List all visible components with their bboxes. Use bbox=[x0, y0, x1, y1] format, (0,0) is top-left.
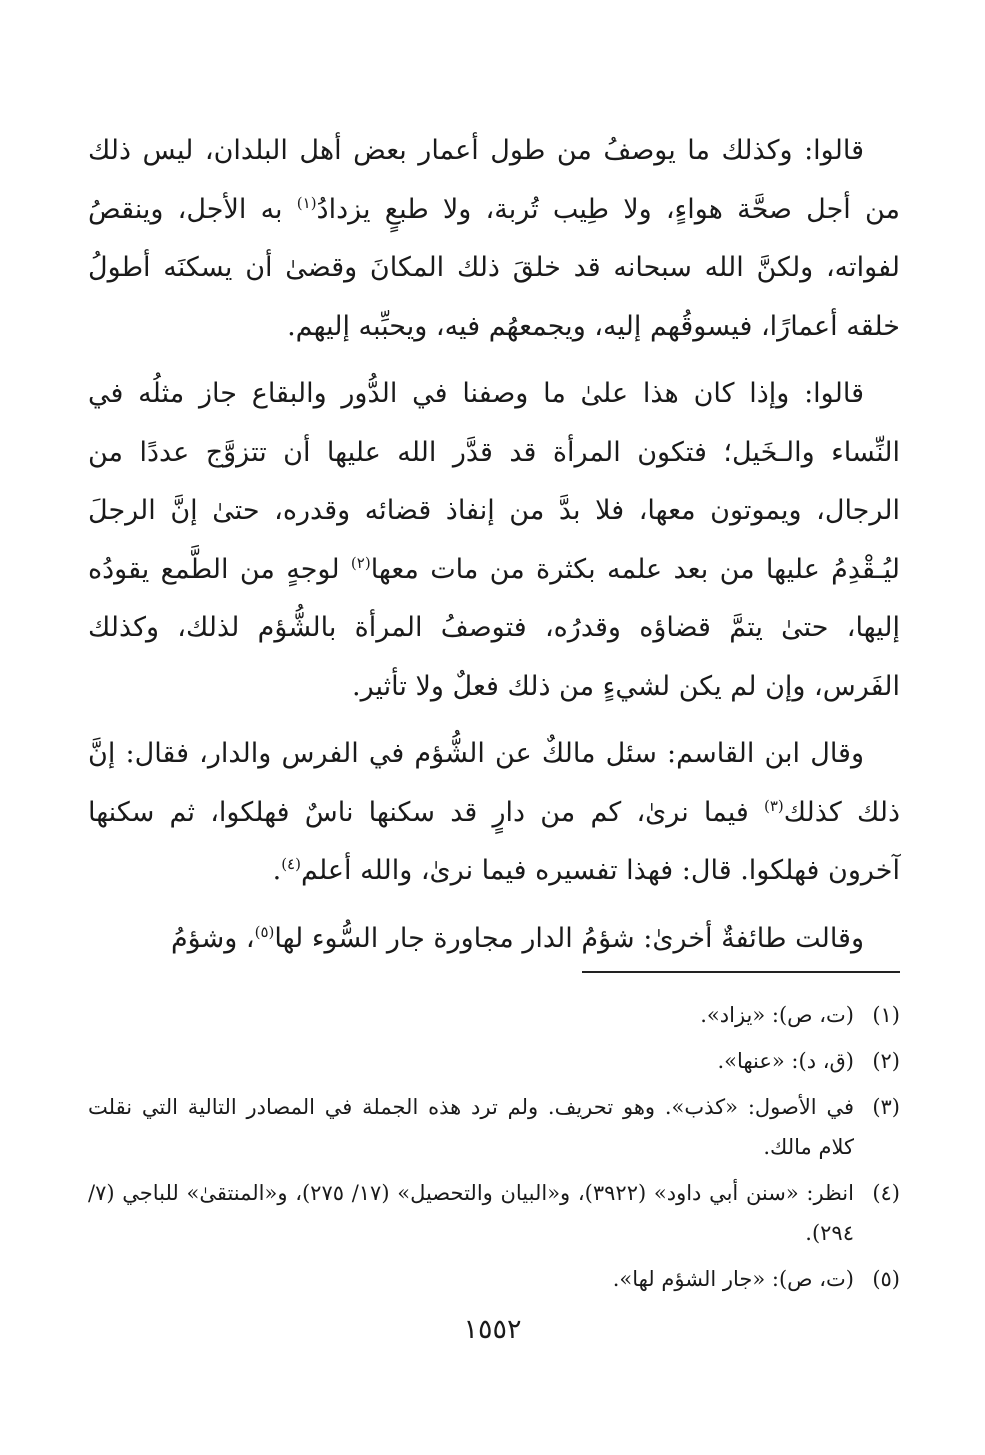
main-text bbox=[88, 122, 900, 977]
footnote-marker-3[interactable]: (٣) bbox=[764, 796, 784, 815]
footnote-text: (ق، د): «عنها». bbox=[717, 1049, 854, 1073]
footnote-text: في الأصول: «كذب». وهو تحريف. ولم ترد هذه الجملة في المصادر التالية التي نقلت كلام مالك. bbox=[88, 1095, 854, 1159]
footnote-marker-1[interactable]: (١) bbox=[296, 193, 317, 212]
paragraph-4 bbox=[88, 910, 900, 969]
footnote-number: (١) bbox=[872, 1003, 900, 1027]
footnote-text: (ت، ص): «يزاد». bbox=[700, 1003, 854, 1027]
footnote-divider bbox=[582, 971, 900, 973]
footnote-number: (٢) bbox=[872, 1049, 900, 1073]
page-number: ١٥٥٢ bbox=[463, 1314, 522, 1345]
paragraph-1-text: قالوا: وكذلك ما يوصفُ من طول أعمار بعض أهل البلدان، ليس ذلك من أجل صحَّة هواءٍ، ولا طِيب تُربة، ولا طبعٍ يزدادُ bbox=[88, 135, 900, 225]
paragraph-2 bbox=[88, 365, 900, 716]
paragraph-2-text: قالوا: وإذا كان هذا علىٰ ما وصفنا في الدُّور والبقاع جاز مثلُه في النِّساء والـخَيل؛ فتكون المرأة قد قدَّر الله عليها أن تتزوَّج عددًا من الرجال، ويموتون معها، فلا بدَّ من إنفاذ قضائه وقدره، حتىٰ إنَّ الرجلَ ليُـقْدِمُ عليها من بعد علمه بكثرة من مات معها bbox=[88, 378, 900, 585]
footnote-5 bbox=[88, 1259, 900, 1299]
paragraph-2-continued: لوجهٍ من الطَّمع يقودُه إليها، حتىٰ يتمَّ قضاؤه وقدرُه، فتوصفُ المرأة بالشُّؤم لذلك، وكذلك الفَرس، وإن لم يكن لشيءٍ من ذلك فعلٌ ولا تأثير. bbox=[88, 553, 900, 702]
paragraph-1 bbox=[88, 122, 900, 356]
footnote-marker-4[interactable]: (٤) bbox=[281, 855, 301, 873]
paragraph-3-text: وقال ابن القاسم: سئل مالكٌ عن الشُّؤم في الفرس والدار، فقال: إنَّ ذلك كذلك bbox=[88, 738, 900, 828]
footnotes bbox=[88, 995, 900, 1305]
paragraph-1-continued: به الأجل، وينقصُ لفواته، ولكنَّ الله سبحانه قد خلقَ ذلك المكانَ وقضىٰ أن يسكنَه أطولُ خلقه أعمارًا، فيسوقُهم إليه، ويجمعهُم فيه، ويحبِّبه إليهم. bbox=[88, 193, 900, 342]
footnote-text: انظر: «سنن أبي داود» (٣٩٢٢)، و«البيان والتحصيل» (١٧/ ٢٧٥)، و«المنتقىٰ» للباجي (٧/ ٢٩٤). bbox=[88, 1181, 854, 1245]
footnote-3 bbox=[88, 1087, 900, 1167]
footnote-text: (ت، ص): «جار الشؤم لها». bbox=[612, 1267, 854, 1291]
footnote-marker-5[interactable]: (٥) bbox=[254, 922, 275, 941]
footnote-marker-2[interactable]: (٢) bbox=[350, 553, 371, 572]
paragraph-3 bbox=[88, 725, 900, 901]
paragraph-4-text: وقالت طائفةٌ أخرىٰ: شؤمُ الدار مجاورة جار السُّوء لها bbox=[274, 922, 864, 954]
footnote-1 bbox=[88, 995, 900, 1035]
footnote-2 bbox=[88, 1041, 900, 1081]
paragraph-4-continued: ، وشؤمُ bbox=[170, 922, 255, 954]
footnote-4 bbox=[88, 1173, 900, 1253]
paragraph-3-end: . bbox=[272, 855, 282, 886]
footnote-number: (٥) bbox=[872, 1267, 900, 1291]
paragraph-3-continued: فيما نرىٰ، كم من دارٍ قد سكنها ناسٌ فهلكوا، ثم سكنها آخرون فهلكوا. قال: فهذا تفسيره فيما نرىٰ، والله أعلم bbox=[88, 796, 900, 886]
footnote-number: (٣) bbox=[872, 1095, 900, 1119]
footnote-number: (٤) bbox=[872, 1181, 900, 1205]
